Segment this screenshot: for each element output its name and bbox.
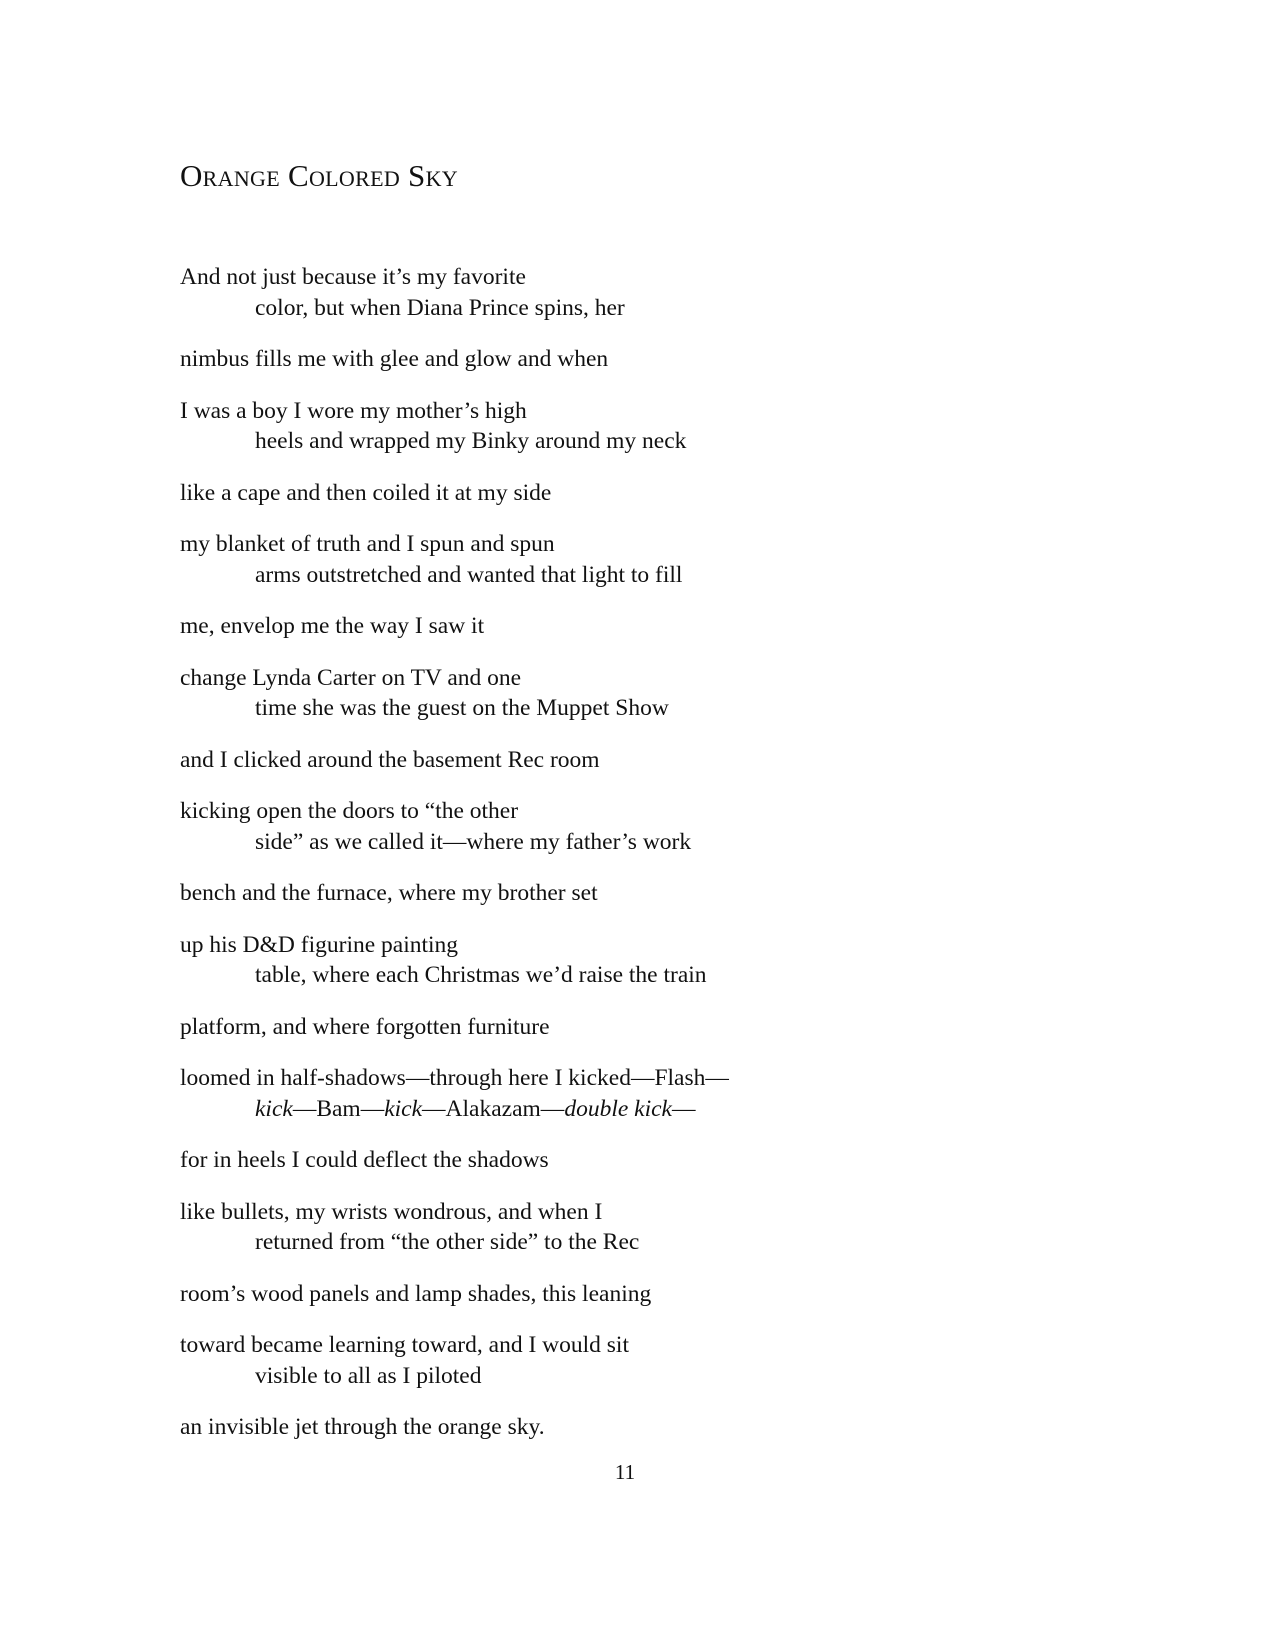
poem-line: bench and the furnace, where my brother set xyxy=(180,880,598,906)
stanza xyxy=(180,1279,1080,1310)
poem-body xyxy=(180,262,1080,1464)
poem-line-indented: arms outstretched and wanted that light to fill xyxy=(255,561,683,588)
stanza xyxy=(180,745,1080,776)
italic-fragment: kick xyxy=(384,1095,423,1122)
stanza xyxy=(180,529,1080,590)
text-fragment: — xyxy=(671,1095,696,1122)
italic-fragment: kick xyxy=(255,1095,293,1122)
italic-fragment: double kick xyxy=(564,1095,672,1122)
poem-title: Orange Colored Sky xyxy=(180,158,458,193)
text-fragment: —Alakazam— xyxy=(422,1095,565,1122)
poem-line: toward became learning toward, and I would sit xyxy=(180,1332,629,1358)
page-number: 11 xyxy=(614,1460,636,1484)
text-fragment: —Bam— xyxy=(292,1095,385,1122)
poem-line: room’s wood panels and lamp shades, this leaning xyxy=(180,1280,652,1307)
poem-line: me, envelop me the way I saw it xyxy=(180,613,485,639)
poem-line-indented: returned from “the other side” to the Rec xyxy=(255,1229,640,1255)
stanza xyxy=(180,796,1080,857)
stanza xyxy=(180,1145,1080,1176)
poem-line: loomed in half-shadows—through here I kicked—Flash— xyxy=(180,1065,729,1091)
stanza xyxy=(180,663,1080,724)
poem-line: my blanket of truth and I spun and spun xyxy=(180,531,555,557)
stanza xyxy=(180,1063,1080,1124)
poem-line-indented: time she was the guest on the Muppet Show xyxy=(255,695,669,721)
poem-line: like a cape and then coiled it at my side xyxy=(180,479,552,506)
poem-line-indented: heels and wrapped my Binky around my neck xyxy=(255,428,687,454)
stanza xyxy=(180,1412,1080,1443)
poem-line: I was a boy I wore my mother’s high xyxy=(180,397,527,424)
stanza xyxy=(180,262,1080,323)
poem-line-indented: side” as we called it—where my father’s work xyxy=(255,828,692,855)
poem-line: an invisible jet through the orange sky. xyxy=(180,1414,545,1440)
poem-line-indented-mixed xyxy=(180,1094,1080,1125)
poem-line: And not just because it’s my favorite xyxy=(180,264,526,290)
poem-line: like bullets, my wrists wondrous, and when I xyxy=(180,1198,603,1225)
poem-line: kicking open the doors to “the other xyxy=(180,798,519,824)
poem-line-indented: table, where each Christmas we’d raise the train xyxy=(255,962,707,988)
stanza xyxy=(180,1330,1080,1391)
stanza xyxy=(180,1197,1080,1258)
stanza xyxy=(180,396,1080,457)
poem-line: and I clicked around the basement Rec room xyxy=(180,746,600,773)
poem-line-indented: visible to all as I piloted xyxy=(255,1362,482,1389)
stanza xyxy=(180,1012,1080,1043)
stanza xyxy=(180,878,1080,909)
stanza xyxy=(180,344,1080,375)
poem-line: platform, and where forgotten furniture xyxy=(180,1013,550,1040)
stanza xyxy=(180,478,1080,509)
poem-line: up his D&D figurine painting xyxy=(180,931,459,958)
poem-line-indented: color, but when Diana Prince spins, her xyxy=(255,294,625,321)
poem-line: for in heels I could deflect the shadows xyxy=(180,1147,549,1173)
poem-line: nimbus fills me with glee and glow and when xyxy=(180,346,609,372)
poem-line: change Lynda Carter on TV and one xyxy=(180,664,522,691)
stanza xyxy=(180,611,1080,642)
stanza xyxy=(180,930,1080,991)
